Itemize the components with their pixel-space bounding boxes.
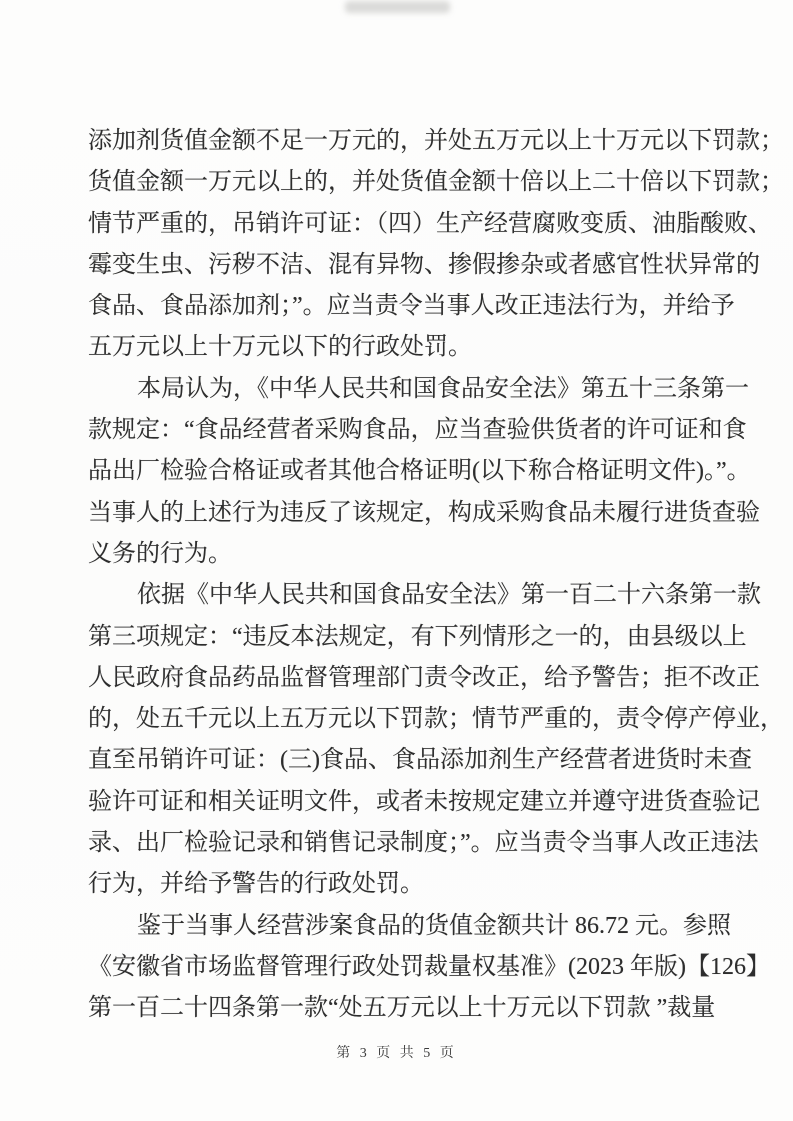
page-number: 第 3 页 共 5 页 (336, 1046, 457, 1061)
text-line: 《安徽省市场监督管理行政处罚裁量权基准》(2023 年版)【126】 (88, 953, 770, 980)
text-line: 第一百二十四条第一款“处五万元以上十万元以下罚款 ”裁量 (88, 995, 716, 1022)
text-line: 本局认为，《中华人民共和国食品安全法》第五十三条第一 (137, 375, 749, 402)
scan-artifact (345, 1, 450, 13)
text-line: 当事人的上述行为违反了该规定，构成采购食品未履行进货查验 (88, 499, 760, 526)
text-line: 食品、食品添加剂；”。应当责令当事人改正违法行为，并给予 (88, 293, 735, 320)
text-line: 第三项规定：“违反本法规定，有下列情形之一的，由县级以上 (88, 623, 747, 650)
text-line: 义务的行为。 (88, 540, 232, 567)
text-line: 情节严重的，吊销许可证：（四）生产经营腐败变质、油脂酸败、 (88, 210, 772, 237)
text-line: 五万元以上十万元以下的行政处罚。 (88, 334, 472, 361)
text-line: 霉变生虫、污秽不洁、混有异物、掺假掺杂或者感官性状异常的 (88, 251, 760, 278)
text-line: 的，处五千元以上五万元以下罚款；情节严重的，责令停产停业， (88, 706, 784, 733)
text-line: 录、出厂检验记录和销售记录制度；”。应当责令当事人改正违法 (88, 830, 759, 857)
text-line: 鉴于当事人经营涉案食品的货值金额共计 86.72 元。参照 (137, 912, 731, 939)
document-body (88, 121, 784, 1030)
text-line: 直至吊销许可证：(三)食品、食品添加剂生产经营者进货时未查 (88, 747, 752, 774)
text-line: 验许可证和相关证明文件，或者未按规定建立并遵守进货查验记 (88, 788, 760, 815)
text-line: 款规定：“食品经营者采购食品，应当查验供货者的许可证和食 (88, 417, 747, 444)
text-line: 依据《中华人民共和国食品安全法》第一百二十六条第一款 (137, 582, 761, 609)
text-line: 人民政府食品药品监督管理部门责令改正，给予警告；拒不改正 (88, 664, 760, 691)
text-line: 货值金额一万元以上的，并处货值金额十倍以上二十倍以下罚款； (88, 169, 784, 196)
text-line: 添加剂货值金额不足一万元的，并处五万元以上十万元以下罚款； (88, 128, 784, 154)
text-line: 品出厂检验合格证或者其他合格证明(以下称合格证明文件)。”。 (88, 458, 751, 485)
text-line: 行为，并给予警告的行政处罚。 (88, 871, 424, 898)
